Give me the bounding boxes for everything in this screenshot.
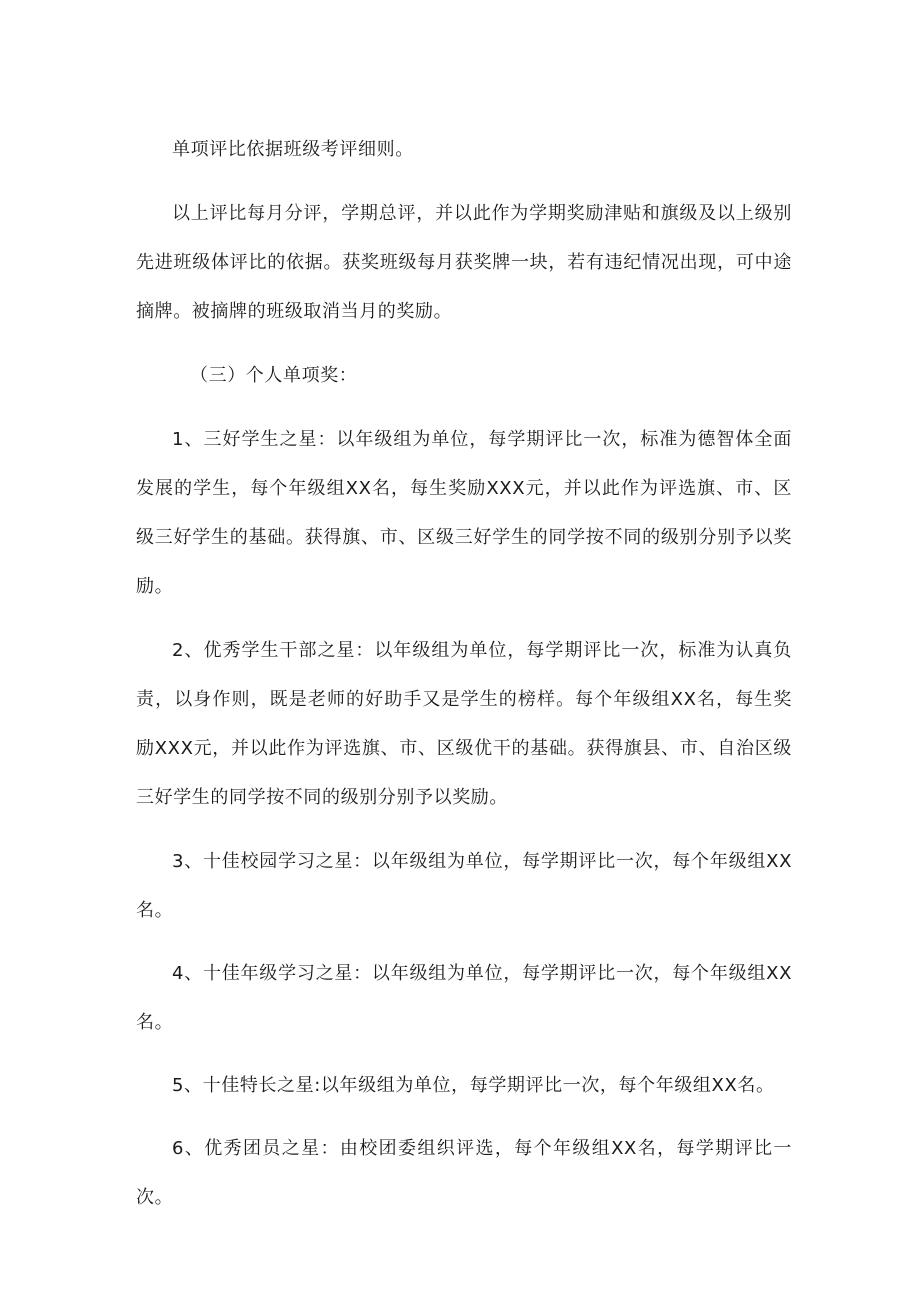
list-item-excellent-cadre: 2、优秀学生干部之星：以年级组为单位，每学期评比一次，标准为认真负责，以身作则，既是老师的好助手又是学生的榜样。每个年级组XX名，每生奖励XXX元，并以此作为评选旗、市、区级优干的基础。获得旗县、市、自治区级三好学生的同学按不同的级别分别予以奖励。	[136, 640, 792, 808]
list-item-three-good-student: 1、三好学生之星：以年级组为单位，每学期评比一次，标准为德智体全面发展的学生，每个年级组XX名，每生奖励XXX元，并以此作为评选旗、市、区级三好学生的基础。获得旗、市、区级三好学生的同学按不同的级别分别予以奖励。	[136, 429, 792, 597]
list-item-campus-study-star: 3、十佳校园学习之星：以年级组为单位，每学期评比一次，每个年级组XX名。	[136, 851, 792, 921]
list-item-league-member-star: 6、优秀团员之星：由校团委组织评选，每个年级组XX名，每学期评比一次。	[136, 1138, 792, 1208]
section-heading-individual-awards: （三）个人单项奖：	[190, 365, 358, 386]
document-page	[136, 125, 792, 1236]
list-item-grade-study-star: 4、十佳年级学习之星：以年级组为单位，每学期评比一次，每个年级组XX名。	[136, 963, 792, 1033]
list-item-talent-star: 5、十佳特长之星:以年级组为单位，每学期评比一次，每个年级组XX名。	[172, 1075, 775, 1096]
paragraph-monthly-evaluation: 以上评比每月分评，学期总评，并以此作为学期奖励津贴和旗级及以上级别先进班级体评比的依据。获奖班级每月获奖牌一块，若有违纪情况出现，可中途摘牌。被摘牌的班级取消当月的奖励。	[136, 203, 792, 322]
paragraph-single-item-basis: 单项评比依据班级考评细则。	[172, 139, 414, 160]
